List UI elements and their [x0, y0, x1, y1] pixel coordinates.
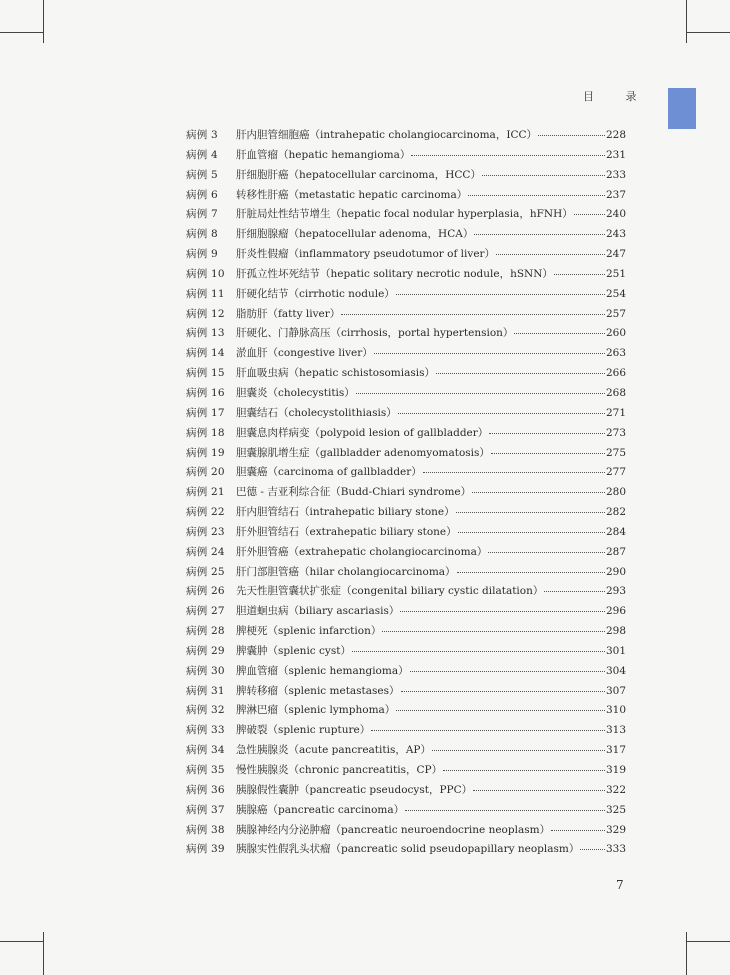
toc-case-title: 肝细胞肝癌（hepatocellular carcinoma，HCC） — [236, 168, 481, 181]
toc-entry[interactable] — [186, 840, 626, 860]
toc-entry[interactable] — [186, 364, 626, 384]
toc-case-title: 脾血管瘤（splenic hemangioma） — [236, 664, 409, 677]
toc-entry[interactable] — [186, 186, 626, 206]
toc-entry[interactable] — [186, 642, 626, 662]
toc-page-number: 282 — [605, 506, 626, 519]
toc-case-title: 胆囊炎（cholecystitis） — [236, 386, 355, 399]
toc-page-number: 301 — [605, 644, 626, 657]
toc-case-number: 病例 28 — [186, 625, 225, 638]
toc-entry[interactable] — [186, 384, 626, 404]
toc-case-number: 病例 30 — [186, 664, 225, 677]
toc-case-title: 慢性胰腺炎（chronic pancreatitis，CP） — [236, 764, 443, 776]
toc-entry[interactable] — [186, 305, 626, 325]
toc-dot-leader — [514, 323, 605, 334]
toc-case-title: 脾转移瘤（splenic metastases） — [236, 684, 400, 697]
toc-case-title: 胆囊腺肌增生症（gallbladder adenomyomatosis） — [236, 446, 490, 459]
toc-case-title: 胰腺实性假乳头状瘤（pancreatic solid pseudopapillary neoplasm） — [236, 843, 580, 856]
toc-page-number: 287 — [605, 545, 626, 558]
toc-case-number: 病例 11 — [186, 287, 225, 300]
toc-case-number: 病例 15 — [186, 367, 225, 380]
table-of-contents — [186, 126, 626, 860]
toc-page-number: 304 — [605, 664, 626, 677]
toc-case-title: 肝脏局灶性结节增生（hepatic focal nodular hyperplasia，hFNH） — [236, 208, 573, 221]
toc-dot-leader — [482, 165, 605, 176]
toc-entry[interactable] — [186, 761, 626, 781]
toc-page-number: 231 — [605, 148, 626, 161]
toc-page-number: 329 — [605, 823, 626, 836]
toc-case-number: 病例 38 — [186, 823, 225, 836]
toc-dot-leader — [398, 403, 605, 414]
toc-dot-leader — [458, 522, 605, 533]
toc-page-number: 307 — [605, 684, 626, 697]
toc-case-title: 肝外胆管结石（extrahepatic biliary stone） — [236, 525, 457, 538]
toc-entry[interactable] — [186, 543, 626, 563]
toc-entry[interactable] — [186, 444, 626, 464]
toc-case-title: 先天性胆管囊状扩张症（congenital biliary cystic dilatation） — [236, 585, 544, 598]
toc-entry[interactable] — [186, 602, 626, 622]
toc-entry[interactable] — [186, 225, 626, 245]
toc-page-number: 313 — [605, 724, 626, 737]
toc-case-title: 肝门部胆管癌（hilar cholangiocarcinoma） — [236, 565, 456, 578]
toc-dot-leader — [580, 839, 605, 850]
toc-page-number: 319 — [605, 764, 626, 776]
crop-mark-top-left-h — [0, 32, 43, 33]
toc-case-number: 病例 9 — [186, 248, 218, 261]
toc-page-number: 325 — [605, 803, 626, 816]
toc-page-number: 263 — [605, 347, 626, 360]
toc-case-title: 胰腺假性囊肿（pancreatic pseudocyst，PPC） — [236, 783, 473, 796]
toc-page-number: 251 — [605, 267, 626, 280]
toc-case-number: 病例 34 — [186, 744, 225, 757]
toc-case-number: 病例 26 — [186, 585, 225, 598]
toc-page-number: 310 — [605, 704, 626, 717]
toc-dot-leader — [352, 641, 605, 652]
toc-case-title: 肝内胆管细胞癌（intrahepatic cholangiocarcinoma，ICC） — [236, 129, 538, 141]
toc-page-number: 240 — [605, 208, 626, 221]
toc-entry[interactable] — [186, 483, 626, 503]
toc-dot-leader — [401, 681, 605, 692]
toc-case-title: 肝孤立性坏死结节（hepatic solitary necrotic nodule，hSNN） — [236, 267, 553, 280]
toc-page-number: 268 — [605, 386, 626, 399]
toc-page-number: 237 — [605, 188, 626, 201]
toc-entry[interactable] — [186, 801, 626, 821]
toc-case-number: 病例 24 — [186, 545, 225, 558]
toc-case-title: 肝外胆管癌（extrahepatic cholangiocarcinoma） — [236, 545, 488, 558]
toc-entry[interactable] — [186, 622, 626, 642]
toc-case-number: 病例 19 — [186, 446, 225, 459]
toc-dot-leader — [356, 383, 605, 394]
toc-case-number: 病例 21 — [186, 486, 225, 499]
toc-page-number: 284 — [605, 525, 626, 538]
toc-case-title: 巴德 - 吉亚利综合征（Budd-Chiari syndrome） — [236, 486, 472, 499]
toc-dot-leader — [473, 780, 605, 791]
toc-case-number: 病例 22 — [186, 506, 225, 519]
toc-page-number: 257 — [605, 307, 626, 320]
crop-mark-top-right-v — [686, 0, 687, 43]
toc-entry[interactable] — [186, 503, 626, 523]
toc-case-title: 脂肪肝（fatty liver） — [236, 307, 341, 320]
toc-case-number: 病例 8 — [186, 228, 218, 241]
toc-case-title: 肝细胞腺瘤（hepatocellular adenoma，HCA） — [236, 228, 474, 241]
toc-case-title: 肝血管瘤（hepatic hemangioma） — [236, 148, 411, 161]
toc-case-title: 脾梗死（splenic infarction） — [236, 625, 382, 638]
toc-dot-leader — [544, 581, 605, 592]
toc-entry[interactable] — [186, 582, 626, 602]
toc-case-title: 淤血肝（congestive liver） — [236, 347, 373, 360]
toc-entry[interactable] — [186, 701, 626, 721]
toc-dot-leader — [410, 661, 605, 672]
toc-entry[interactable] — [186, 265, 626, 285]
toc-entry[interactable] — [186, 563, 626, 583]
toc-dot-leader — [457, 562, 605, 573]
toc-case-title: 胆道蛔虫病（biliary ascariasis） — [236, 605, 400, 618]
toc-dot-leader — [400, 601, 605, 612]
toc-dot-leader — [456, 502, 605, 513]
toc-case-title: 肝内胆管结石（intrahepatic biliary stone） — [236, 506, 455, 519]
chapter-tab-marker — [668, 88, 696, 129]
toc-entry[interactable] — [186, 126, 626, 146]
toc-dot-leader — [443, 760, 605, 771]
toc-case-title: 肝硬化、门静脉高压（cirrhosis，portal hypertension） — [236, 327, 514, 340]
toc-case-title: 肝硬化结节（cirrhotic nodule） — [236, 287, 395, 300]
toc-dot-leader — [411, 145, 605, 156]
toc-dot-leader — [488, 542, 605, 553]
toc-case-number: 病例 31 — [186, 684, 225, 697]
toc-case-number: 病例 23 — [186, 525, 225, 538]
toc-case-number: 病例 18 — [186, 426, 225, 439]
toc-page-number: 296 — [605, 605, 626, 618]
toc-dot-leader — [341, 304, 605, 315]
toc-page-number: 290 — [605, 565, 626, 578]
toc-page-number: 275 — [605, 446, 626, 459]
toc-entry[interactable] — [186, 285, 626, 305]
toc-page-number: 273 — [605, 426, 626, 439]
toc-dot-leader — [472, 482, 605, 493]
toc-case-title: 胆囊癌（carcinoma of gallbladder） — [236, 466, 422, 479]
toc-case-number: 病例 32 — [186, 704, 225, 717]
toc-case-title: 肝血吸虫病（hepatic schistosomiasis） — [236, 367, 435, 380]
toc-dot-leader — [423, 462, 605, 473]
toc-dot-leader — [432, 740, 605, 751]
toc-page-number: 333 — [605, 843, 626, 856]
toc-case-title: 脾破裂（splenic rupture） — [236, 724, 371, 737]
toc-entry[interactable] — [186, 166, 626, 186]
toc-page-number: 233 — [605, 168, 626, 181]
toc-entry[interactable] — [186, 463, 626, 483]
crop-mark-bottom-right-h — [686, 941, 730, 942]
toc-dot-leader — [489, 423, 605, 434]
toc-dot-leader — [491, 443, 605, 454]
toc-entry[interactable] — [186, 682, 626, 702]
toc-entry[interactable] — [186, 404, 626, 424]
toc-case-title: 急性胰腺炎（acute pancreatitis，AP） — [236, 744, 431, 757]
toc-case-number: 病例 16 — [186, 386, 225, 399]
toc-page-number: 277 — [605, 466, 626, 479]
page-header-title: 目 录 — [583, 90, 651, 103]
toc-entry[interactable] — [186, 324, 626, 344]
toc-case-title: 脾淋巴瘤（splenic lymphoma） — [236, 704, 396, 717]
toc-case-number: 病例 20 — [186, 466, 225, 479]
toc-case-number: 病例 36 — [186, 783, 225, 796]
toc-dot-leader — [468, 185, 605, 196]
toc-page-number: 243 — [605, 228, 626, 241]
toc-dot-leader — [396, 700, 605, 711]
crop-mark-top-right-h — [686, 32, 730, 33]
toc-case-number: 病例 39 — [186, 843, 225, 856]
toc-page-number: 298 — [605, 625, 626, 638]
toc-case-title: 胆囊息肉样病变（polypoid lesion of gallbladder） — [236, 426, 489, 439]
toc-page-number: 280 — [605, 486, 626, 499]
toc-page-number: 254 — [605, 287, 626, 300]
toc-dot-leader — [382, 621, 605, 632]
toc-entry[interactable] — [186, 662, 626, 682]
crop-mark-bottom-left-h — [0, 941, 43, 942]
toc-dot-leader — [436, 363, 605, 374]
toc-entry[interactable] — [186, 205, 626, 225]
toc-page-number: 293 — [605, 585, 626, 598]
toc-dot-leader — [371, 720, 605, 731]
toc-dot-leader — [574, 204, 605, 215]
toc-case-number: 病例 14 — [186, 347, 225, 360]
toc-case-title: 转移性肝癌（metastatic hepatic carcinoma） — [236, 188, 468, 201]
page-number: 7 — [616, 878, 624, 892]
toc-case-number: 病例 29 — [186, 644, 225, 657]
toc-case-number: 病例 17 — [186, 406, 225, 419]
toc-dot-leader — [554, 264, 605, 275]
toc-case-number: 病例 4 — [186, 148, 218, 161]
toc-case-title: 胰腺癌（pancreatic carcinoma） — [236, 803, 405, 816]
toc-entry[interactable] — [186, 146, 626, 166]
toc-page-number: 228 — [605, 129, 626, 141]
toc-dot-leader — [538, 125, 605, 136]
toc-dot-leader — [474, 224, 605, 235]
toc-case-number: 病例 12 — [186, 307, 225, 320]
toc-page-number: 317 — [605, 744, 626, 757]
toc-entry[interactable] — [186, 781, 626, 801]
crop-mark-bottom-left-v — [43, 932, 44, 975]
crop-mark-top-left-v — [43, 0, 44, 43]
toc-dot-leader — [396, 284, 605, 295]
toc-dot-leader — [405, 800, 605, 811]
toc-entry[interactable] — [186, 721, 626, 741]
toc-case-number: 病例 13 — [186, 327, 225, 340]
toc-entry[interactable] — [186, 523, 626, 543]
toc-entry[interactable] — [186, 245, 626, 265]
crop-mark-bottom-right-v — [686, 932, 687, 975]
toc-dot-leader — [496, 244, 605, 255]
toc-case-number: 病例 37 — [186, 803, 225, 816]
toc-case-number: 病例 25 — [186, 565, 225, 578]
toc-dot-leader — [551, 820, 605, 831]
toc-case-number: 病例 7 — [186, 208, 218, 221]
toc-case-title: 肝炎性假瘤（inflammatory pseudotumor of liver） — [236, 248, 496, 261]
toc-case-number: 病例 5 — [186, 168, 218, 181]
toc-case-number: 病例 10 — [186, 267, 225, 280]
toc-case-number: 病例 33 — [186, 724, 225, 737]
toc-page-number: 260 — [605, 327, 626, 340]
toc-case-number: 病例 3 — [186, 129, 218, 141]
toc-entry[interactable] — [186, 741, 626, 761]
toc-case-title: 胆囊结石（cholecystolithiasis） — [236, 406, 397, 419]
toc-entry[interactable] — [186, 344, 626, 364]
toc-page-number: 271 — [605, 406, 626, 419]
toc-case-number: 病例 6 — [186, 188, 218, 201]
toc-page-number: 266 — [605, 367, 626, 380]
toc-entry[interactable] — [186, 424, 626, 444]
toc-case-number: 病例 27 — [186, 605, 225, 618]
toc-case-title: 胰腺神经内分泌肿瘤（pancreatic neuroendocrine neoplasm） — [236, 823, 551, 836]
toc-case-title: 脾囊肿（splenic cyst） — [236, 644, 351, 657]
toc-entry[interactable] — [186, 821, 626, 841]
toc-page-number: 247 — [605, 248, 626, 261]
toc-page-number: 322 — [605, 783, 626, 796]
toc-case-number: 病例 35 — [186, 764, 225, 776]
toc-dot-leader — [374, 343, 605, 354]
